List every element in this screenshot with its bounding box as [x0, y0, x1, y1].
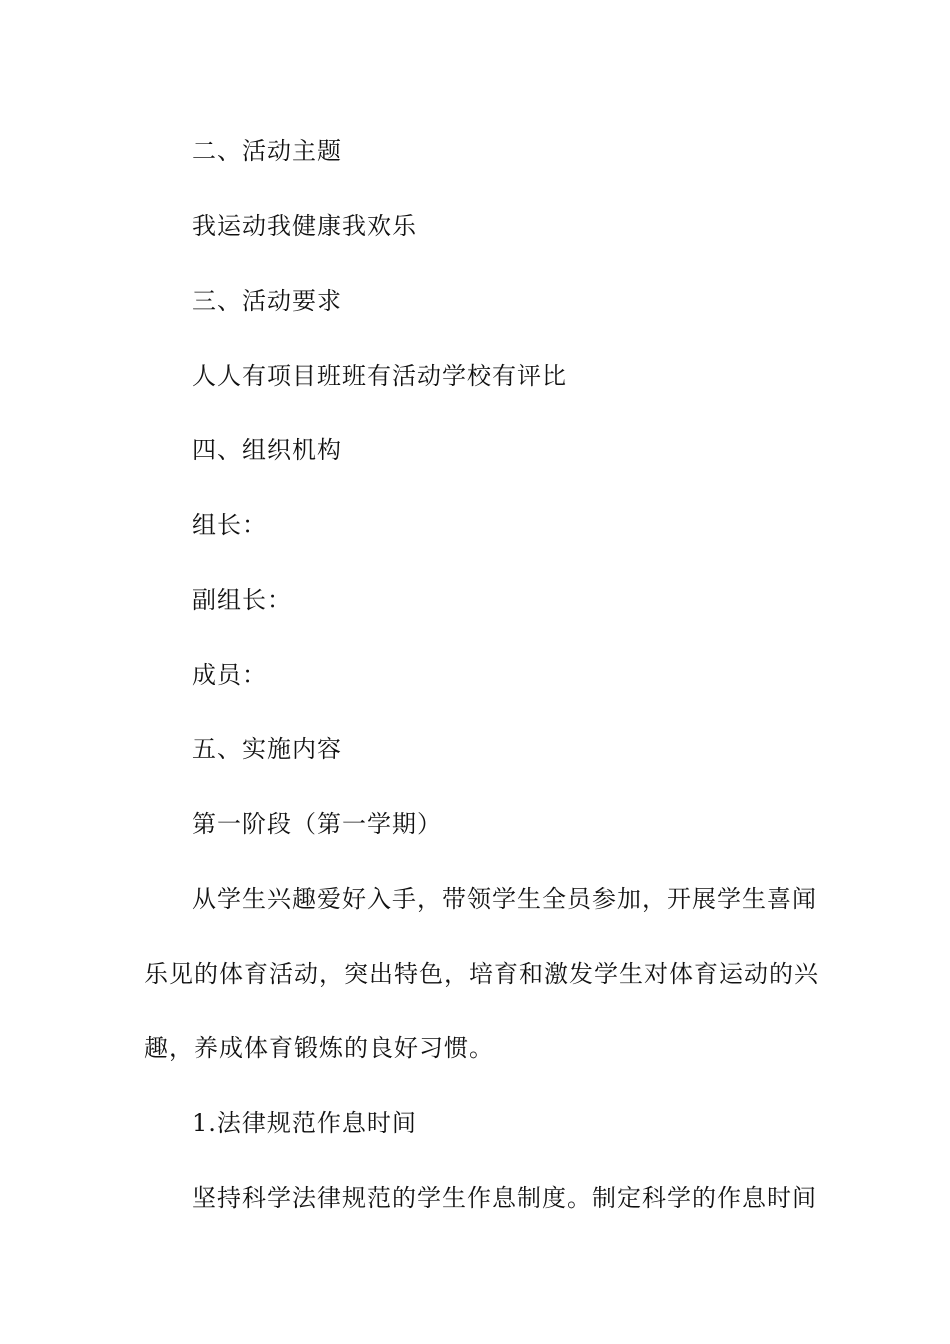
activity-theme-text: 我运动我健康我欢乐 [192, 212, 417, 240]
paragraph-line-4: 坚持科学法律规范的学生作息制度。制定科学的作息时间 [192, 1184, 817, 1212]
section-heading-activity-requirements: 三、活动要求 [192, 287, 342, 315]
group-leader-label: 组长： [192, 511, 267, 539]
section-heading-implementation: 五、实施内容 [192, 735, 342, 763]
paragraph-line-1: 从学生兴趣爱好入手，带领学生全员参加，开展学生喜闻 [192, 885, 817, 913]
section-heading-activity-theme: 二、活动主题 [192, 137, 342, 165]
paragraph-line-3: 趣，养成体育锻炼的良好习惯。 [144, 1034, 494, 1062]
members-label: 成员： [192, 661, 267, 689]
deputy-leader-label: 副组长： [192, 586, 292, 614]
phase-one-heading: 第一阶段（第一学期） [192, 810, 442, 838]
activity-requirements-text: 人人有项目班班有活动学校有评比 [192, 362, 567, 390]
subsection-heading-schedule: 1.法律规范作息时间 [192, 1109, 417, 1137]
paragraph-line-2: 乐见的体育活动，突出特色，培育和激发学生对体育运动的兴 [144, 960, 819, 988]
section-heading-organization: 四、组织机构 [192, 436, 342, 464]
